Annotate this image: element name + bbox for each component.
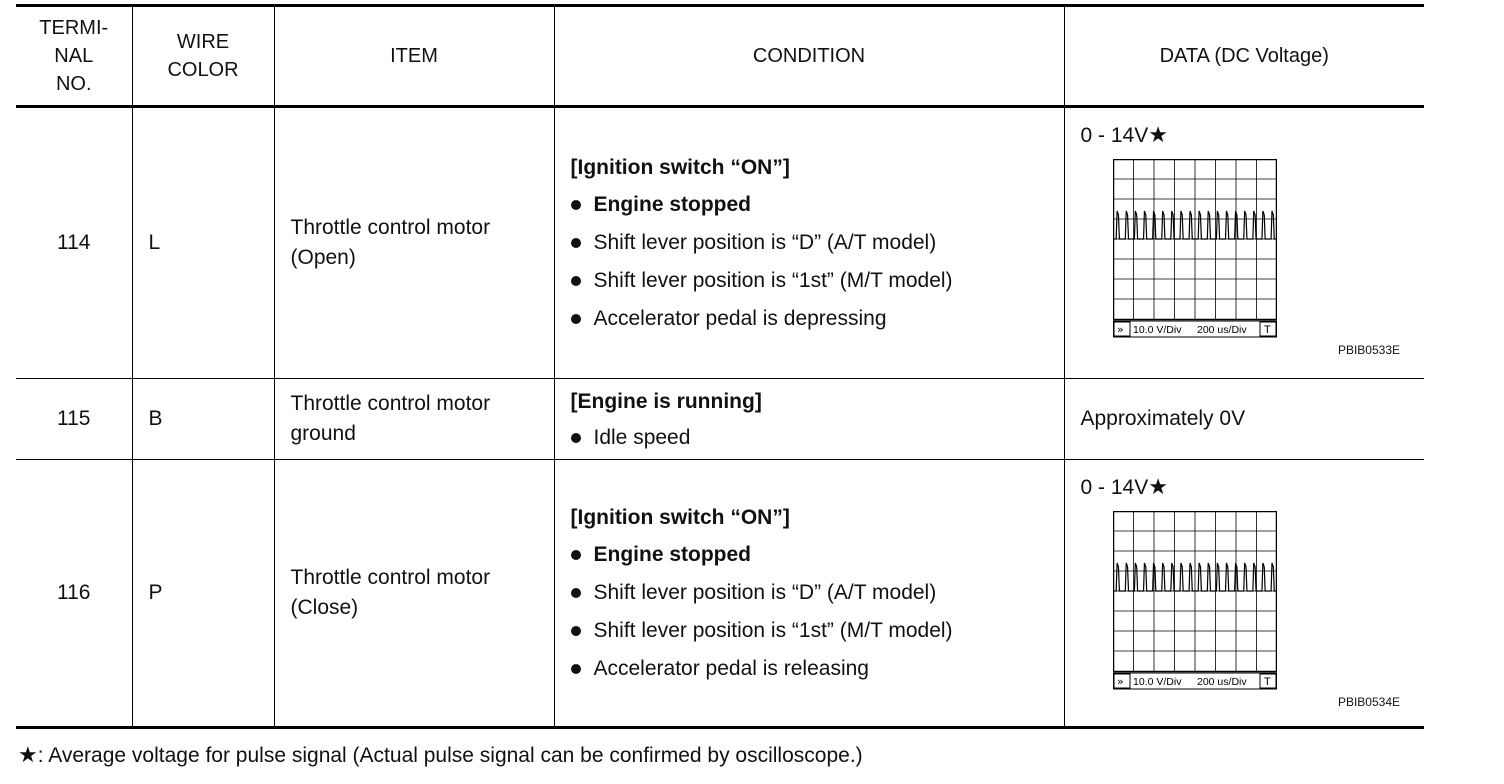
figure-id: PBIB0533E (1337, 343, 1400, 357)
data-cell (1064, 379, 1424, 460)
header-condition: CONDITION (554, 6, 1064, 107)
condition-cell (554, 460, 1064, 728)
condition-item (571, 186, 1064, 224)
condition-heading: [Engine is running] (570, 389, 762, 413)
item-line: Throttle control motor (290, 392, 491, 415)
scope-svg (1113, 511, 1277, 691)
condition-item (571, 420, 1064, 456)
terminal-number: 115 (16, 379, 132, 460)
terminal-number: 116 (16, 460, 132, 728)
header-terminal-line: NAL (54, 45, 94, 67)
header-row (16, 6, 1424, 107)
header-wire-line: WIRE (176, 31, 230, 53)
wire-color: B (132, 379, 274, 460)
voltage-value: Approximately 0V (1080, 407, 1246, 430)
voltage-text: 0 - 14V (1080, 476, 1149, 499)
bullet-icon (571, 664, 581, 674)
bullet-icon (571, 200, 581, 210)
header-wire-line: COLOR (167, 59, 239, 81)
condition-cell (554, 107, 1064, 379)
condition-item (571, 574, 1064, 612)
header-wire (132, 6, 274, 107)
bullet-icon (571, 276, 581, 286)
condition-heading: [Ignition switch “ON”] (570, 505, 790, 529)
header-data: DATA (DC Voltage) (1064, 6, 1424, 107)
footnote (18, 742, 863, 768)
header-terminal (16, 6, 132, 107)
item-line: Throttle control motor (290, 216, 491, 239)
star-icon: ★ (18, 742, 38, 767)
scope-btn-right-label: T (1263, 324, 1271, 336)
condition-heading: [Ignition switch “ON”] (570, 155, 790, 179)
condition-text: Shift lever position is “1st” (M/T model) (593, 268, 953, 292)
bullet-icon (571, 626, 581, 636)
condition-text: Shift lever position is “D” (A/T model) (593, 580, 937, 604)
condition-text: Accelerator pedal is releasing (593, 656, 869, 680)
scope-time-div: 200 us/Div (1196, 676, 1247, 688)
scope-volt-div: 10.0 V/Div (1132, 324, 1181, 336)
wire-color: P (132, 460, 274, 728)
bullet-icon (571, 238, 581, 248)
condition-item (571, 224, 1064, 262)
item-line: (Open) (290, 246, 356, 269)
star-icon: ★ (1148, 474, 1168, 499)
condition-text: Accelerator pedal is depressing (593, 306, 887, 330)
item-cell (274, 107, 554, 379)
condition-text: Shift lever position is “D” (A/T model) (593, 230, 937, 254)
condition-text: Shift lever position is “1st” (M/T model) (593, 618, 953, 642)
oscilloscope-waveform (1113, 511, 1277, 691)
condition-cell (554, 379, 1064, 460)
voltage-value (1081, 120, 1425, 151)
wire-color: L (132, 107, 274, 379)
footnote-text: : Average voltage for pulse signal (Actual pulse signal can be confirmed by oscilloscope.) (37, 744, 863, 767)
voltage-value (1081, 472, 1425, 503)
data-cell (1064, 107, 1424, 379)
condition-item (571, 536, 1064, 574)
voltage-text: 0 - 14V (1080, 124, 1149, 147)
scope-btn-left-label: » (1116, 323, 1124, 336)
star-icon: ★ (1148, 122, 1168, 147)
item-cell (274, 460, 554, 728)
table-row (16, 379, 1424, 460)
item-line: Throttle control motor (290, 566, 491, 589)
terminal-table (16, 4, 1424, 729)
terminal-table-container (16, 4, 1424, 729)
condition-item (571, 612, 1064, 650)
bullet-icon (571, 433, 581, 443)
condition-text: Engine stopped (593, 192, 751, 216)
condition-text: Engine stopped (593, 542, 751, 566)
header-terminal-line: NO. (55, 73, 92, 95)
scope-volt-div: 10.0 V/Div (1132, 676, 1181, 688)
condition-text: Idle speed (593, 425, 691, 449)
item-cell (274, 379, 554, 460)
table-row (16, 107, 1424, 379)
terminal-number: 114 (16, 107, 132, 379)
condition-item (571, 262, 1064, 300)
scope-btn-right-label: T (1263, 676, 1271, 688)
item-line: ground (290, 422, 356, 445)
oscilloscope-waveform (1113, 159, 1277, 339)
bullet-icon (571, 550, 581, 560)
data-cell (1064, 460, 1424, 728)
bullet-icon (571, 314, 581, 324)
header-item: ITEM (274, 6, 554, 107)
bullet-icon (571, 588, 581, 598)
condition-item (571, 300, 1064, 338)
scope-time-div: 200 us/Div (1196, 324, 1247, 336)
table-row (16, 460, 1424, 728)
header-terminal-line: TERMI- (39, 17, 109, 39)
figure-id: PBIB0534E (1337, 695, 1400, 709)
scope-btn-left-label: » (1116, 675, 1124, 688)
condition-item (571, 650, 1064, 688)
scope-svg (1113, 159, 1277, 339)
item-line: (Close) (290, 596, 359, 619)
